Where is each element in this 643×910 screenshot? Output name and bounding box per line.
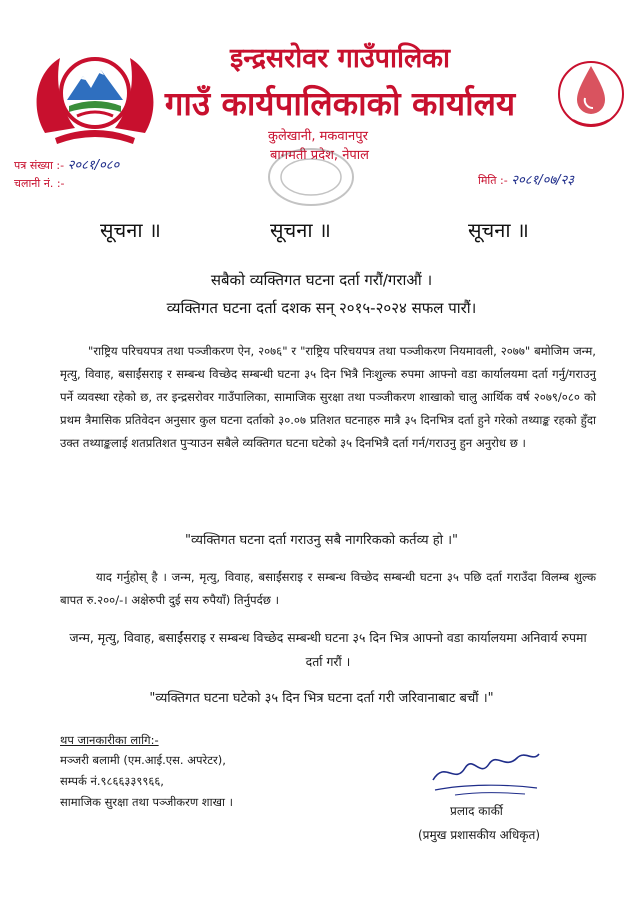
notice-heading-right: सूचना ॥ — [468, 218, 529, 242]
address-line-2: बागमती प्रदेश, नेपाल — [270, 148, 369, 163]
body-paragraph-3: जन्म, मृत्यु, विवाह, बसाईंसराइ र सम्बन्ध विच्छेद सम्बन्धी घटना ३५ दिन भित्र आफ्नो वडा कार्यालयमा अनिवार्य रुपमा दर्ता गरौं । — [69, 630, 587, 669]
date-value: २०८१/०७/२३ — [511, 173, 575, 188]
notice-heading-left: सूचना ॥ — [100, 218, 161, 242]
body-paragraph-1: "राष्ट्रिय परिचयपत्र तथा पञ्जीकरण ऐन, २०७६" र "राष्ट्रिय परिचयपत्र तथा पञ्जीकरण नियमावली, २०७७" बमोजिम जन्म, मृत्यु, विवाह, बसाईंसराइ र सम्बन्ध विच्छेद सम्बन्धी घटना ३५ दिन भित्रै निःशुल्क रुपमा आफ्नो वडा कार्यालयमा दर्ता गर्नु/गराउनु पर्ने व्यवस्था रहेको छ, तर इन्द्रसरोवर गाउँपालिका, सामाजिक सुरक्षा तथा पञ्जीकरण शाखाको चालु आर्थिक वर्ष २०७९/०८० को प्रथम त्रैमासिक प्रतिवेदन अनुसार कुल घटना दर्ताको ३०.०७ प्रतिशत घटनाहरु मात्रै ३५ दिनभित्र दर्ता हुने गरेको तथ्याङ्क रहको हुँदा उक्त तथ्याङ्कलाई शतप्रतिशत पुर्‍याउन सबैले व्यक्तिगत घटना घटेको ३५ दिनभित्रै दर्ता गर्न/गराउनु हुन अनुरोध छ । — [60, 344, 596, 450]
letter-date — [478, 170, 574, 188]
signature — [425, 740, 545, 800]
office-stamp — [265, 145, 357, 210]
signatory-name: प्रलाद कार्की — [450, 804, 503, 818]
municipality-name: इन्द्रसरोवर गाउँपालिका — [229, 43, 451, 74]
office-name: गाउँ कार्यपालिकाको कार्यालय — [164, 84, 516, 123]
date-label: मिति :- — [478, 174, 508, 187]
contact-title: थप जानकारीका लागि:- — [60, 733, 159, 747]
office-drop-logo — [555, 50, 627, 135]
address-line-1: कुलेखानी, मकवानपुर — [268, 129, 368, 144]
contact-section: सामाजिक सुरक्षा तथा पञ्जीकरण शाखा । — [60, 795, 233, 809]
contact-phone: सम्पर्क नं.९८६६३३९९६६, — [60, 774, 164, 788]
reference-value: २०८१/०८० — [67, 158, 120, 173]
signatory-title: (प्रमुख प्रशासकीय अधिकृत) — [418, 828, 541, 842]
contact-name: मञ्जरी बलामी (एम.आई.एस. अपरेटर), — [60, 753, 226, 767]
headline-register: सबैको व्यक्तिगत घटना दर्ता गरौं/गराऔं । — [210, 271, 433, 289]
reference-label: पत्र संख्या :- — [14, 159, 65, 172]
body-paragraph-2: याद गर्नुहोस् है । जन्म, मृत्यु, विवाह, बसाईंसराइ र सम्बन्ध विच्छेद सम्बन्धी घटना ३५ पछि दर्ता गराउँदा विलम्ब शुल्क बापत रु.२००/-। अक्षेरुपी दुई सय रुपैयाँ) तिर्नुपर्दछ । — [60, 570, 596, 607]
dispatch-number-label: चलानी नं. :- — [14, 177, 65, 190]
quote-duty: "व्यक्तिगत घटना दर्ता गराउनु सबै नागरिकको कर्तव्य हो ।" — [184, 533, 459, 548]
reference-number — [14, 155, 119, 173]
headline-decade: व्यक्तिगत घटना दर्ता दशक सन् २०१५-२०२४ सफल पारौं। — [166, 299, 477, 317]
notice-heading-center: सूचना ॥ — [270, 218, 331, 242]
quote-avoid-fine: "व्यक्तिगत घटना घटेको ३५ दिन भित्र घटना दर्ता गरी जरिवानाबाट बचौं ।" — [149, 691, 494, 706]
